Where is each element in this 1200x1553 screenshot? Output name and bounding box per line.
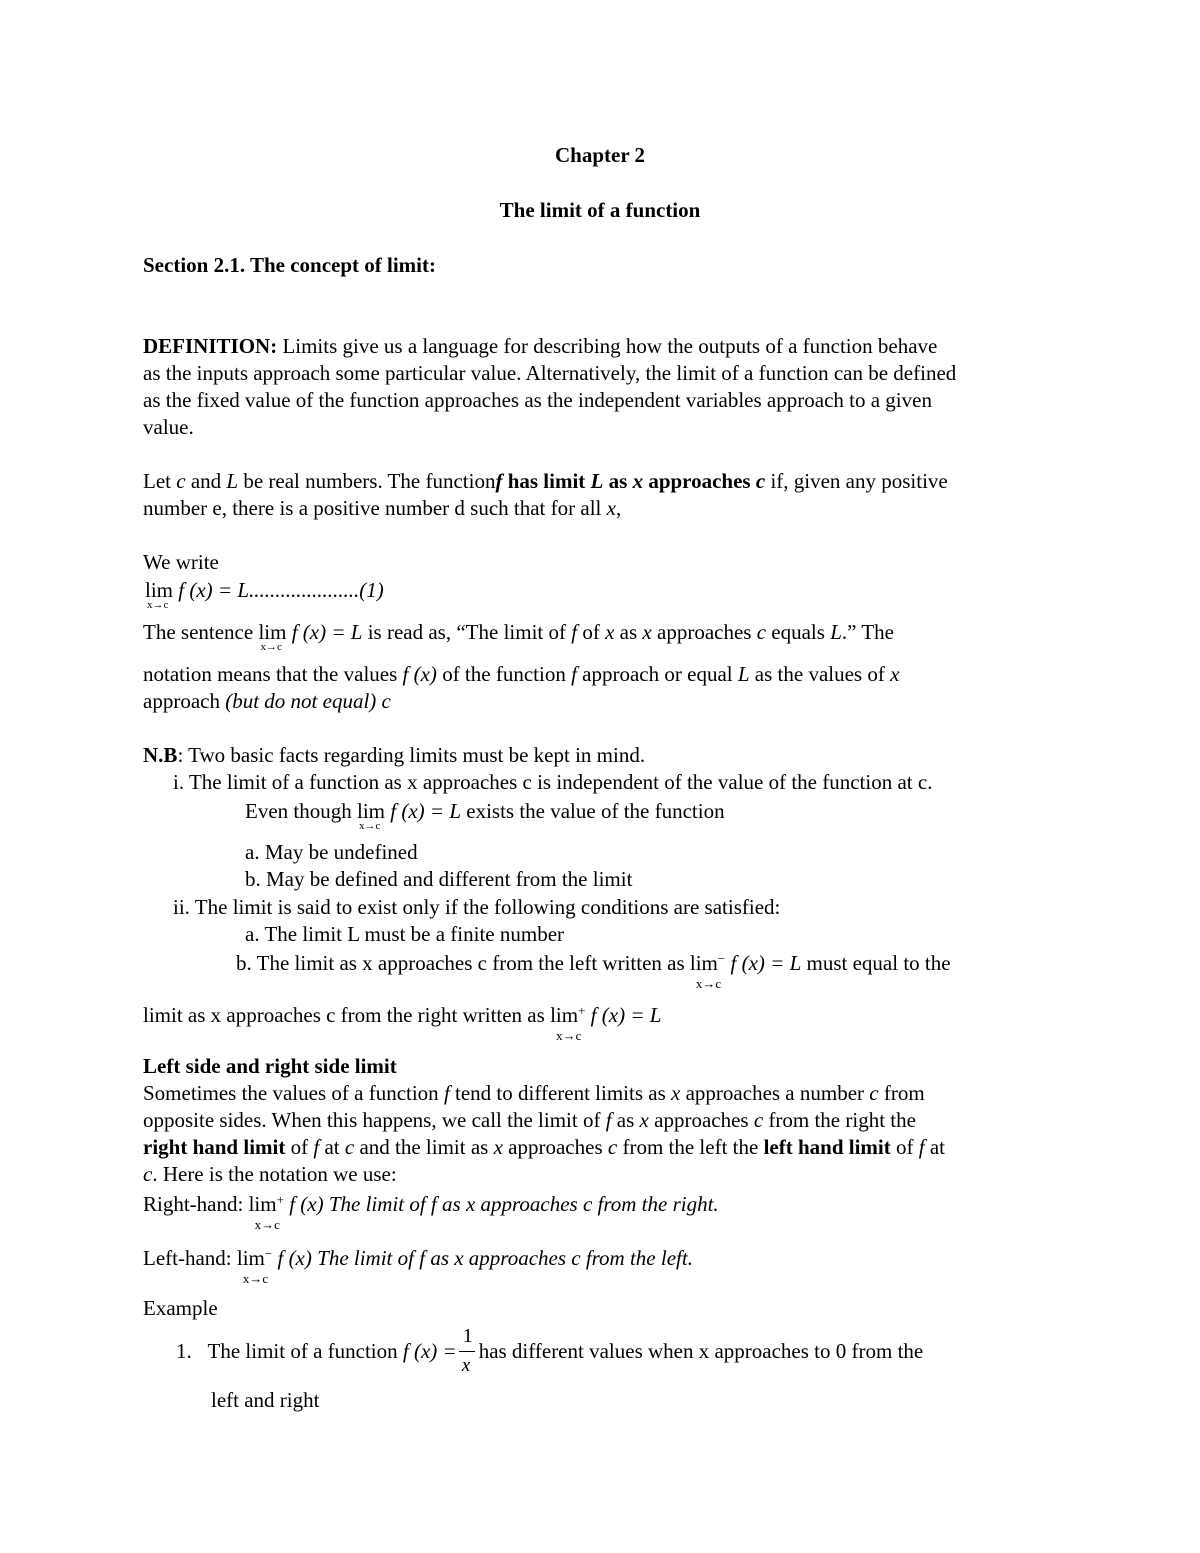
sentence-line-2: notation means that the values f (x) of the function f approach or equal L as the values of x bbox=[143, 662, 900, 686]
chapter-heading: Chapter 2 bbox=[554, 143, 646, 167]
nb-right-limit-line: limit as x approaches c from the right written as lim x→c + f (x) = L bbox=[143, 1003, 662, 1043]
definition-line-2: as the inputs approach some particular value. Alternatively, the limit of a function can be defined bbox=[143, 361, 957, 385]
nb-item-ii-a: a. The limit L must be a finite number bbox=[245, 922, 565, 946]
definition-line-3: as the fixed value of the function approaches as the independent variables approach to a given bbox=[143, 388, 932, 412]
example-label: Example bbox=[143, 1296, 218, 1320]
sentence-line-1: The sentence lim x→c f (x) = L is read as, “The limit of f of x as x approaches c equals L.” The bbox=[143, 620, 894, 653]
chapter-title: The limit of a function bbox=[499, 198, 701, 222]
definition-line-1: DEFINITION: Limits give us a language for describing how the outputs of a function behave bbox=[143, 334, 938, 358]
lr-line-3: right hand limit of f at c and the limit as x approaches c from the left the left hand limit of f at bbox=[143, 1135, 945, 1159]
limit-equation-1: lim x→c f (x) = L.....................(1) bbox=[145, 578, 384, 611]
definition-label: DEFINITION: bbox=[143, 334, 278, 358]
let-line-1: Let c and L be real numbers. The functionf has limit L as x approaches c if, given any positive bbox=[143, 469, 948, 493]
let-line-2: number e, there is a positive number d such that for all x, bbox=[143, 496, 622, 520]
nb-even-though: Even though lim x→c f (x) = L exists the value of the function bbox=[245, 799, 725, 832]
fraction-one-over-x: $\frac{1}{x}$ bbox=[459, 1342, 477, 1364]
definition-line-4: value. bbox=[143, 415, 194, 439]
section-heading: Section 2.1. The concept of limit: bbox=[143, 253, 436, 277]
nb-item-ii-b: b. The limit as x approaches c from the left written as lim x→c − f (x) = L must equal to the bbox=[236, 951, 951, 991]
sentence-line-3: approach (but do not equal) c bbox=[143, 689, 391, 713]
nb-item-i-a: a. May be undefined bbox=[245, 840, 418, 864]
left-hand-notation: Left-hand: lim x→c − f (x) The limit of f as x approaches c from the left. bbox=[143, 1246, 693, 1286]
example-item-1-cont: left and right bbox=[211, 1388, 320, 1412]
nb-line: N.B: Two basic facts regarding limits must be kept in mind. bbox=[143, 743, 646, 767]
right-hand-notation: Right-hand: lim x→c + f (x) The limit of f as x approaches c from the right. bbox=[143, 1192, 719, 1232]
lr-line-1: Sometimes the values of a function f tend to different limits as x approaches a number c from bbox=[143, 1081, 925, 1105]
lr-line-4: c. Here is the notation we use: bbox=[143, 1162, 397, 1186]
nb-item-i-b: b. May be defined and different from the limit bbox=[245, 867, 633, 891]
example-item-1: 1. The limit of a function f (x) = $\frac{1}{x}$ has different values when x approaches to 0 from the bbox=[176, 1325, 924, 1377]
lr-heading: Left side and right side limit bbox=[143, 1054, 397, 1078]
lr-line-2: opposite sides. When this happens, we call the limit of f as x approaches c from the right the bbox=[143, 1108, 916, 1132]
nb-item-ii: ii. The limit is said to exist only if the following conditions are satisfied: bbox=[173, 895, 781, 919]
we-write-label: We write bbox=[143, 550, 219, 574]
nb-item-i: i. The limit of a function as x approaches c is independent of the value of the function at c. bbox=[173, 770, 933, 794]
